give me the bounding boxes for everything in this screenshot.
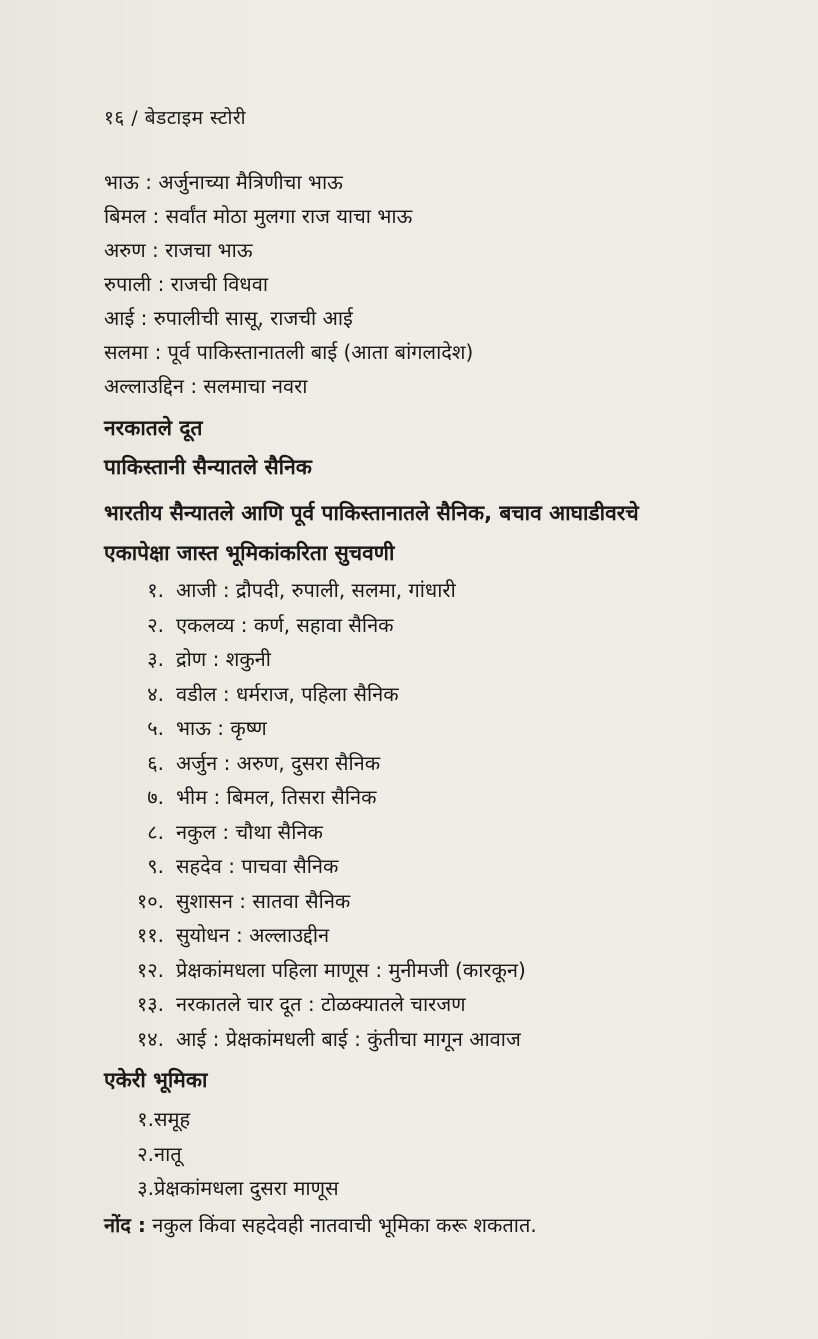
list-item: ५. भाऊ : कृष्ण bbox=[147, 716, 267, 740]
cast-line: अल्लाउद्दिन : सलमाचा नवरा bbox=[104, 374, 308, 398]
list-item: ४. वडील : धर्मराज, पहिला सैनिक bbox=[147, 681, 399, 706]
list-item: १.समूह bbox=[137, 1107, 191, 1131]
list-item: २.नातू bbox=[137, 1141, 182, 1166]
cast-line: अरुण : राजचा भाऊ bbox=[104, 238, 253, 262]
list-item: २. एकलव्य : कर्ण, सहावा सैनिक bbox=[147, 612, 394, 637]
multi-roles-list bbox=[104, 573, 784, 1056]
page-header: १६ / बेडटाइम स्टोरी bbox=[104, 107, 247, 129]
list-item: १४. आई : प्रेक्षकांमधली बाई : कुंतीचा मागून आवाज bbox=[136, 1026, 521, 1051]
cast-line: रुपाली : राजची विधवा bbox=[104, 272, 269, 296]
cast-line: आई : रुपालीची सासू, राजची आई bbox=[104, 306, 353, 330]
group-list bbox=[104, 409, 784, 533]
cast-list bbox=[104, 165, 784, 403]
note-label: नोंद : bbox=[104, 1212, 146, 1237]
group-heading: नरकातले दूत bbox=[104, 416, 203, 440]
cast-line: सलमा : पूर्व पाकिस्तानातली बाई (आता बांगलादेश) bbox=[104, 340, 474, 364]
cast-line: बिमल : सर्वांत मोठा मुलगा राज याचा भाऊ bbox=[104, 204, 413, 228]
group-heading: भारतीय सैन्यातले आणि पूर्व पाकिस्तानातले सैनिक, बचाव आघाडीवरचे bbox=[104, 501, 639, 525]
list-item: १. आजी : द्रौपदी, रुपाली, सलमा, गांधारी bbox=[147, 578, 456, 602]
group-heading: पाकिस्तानी सैन्यातले सैनिक bbox=[104, 455, 312, 479]
list-item: ६. अर्जुन : अरुण, दुसरा सैनिक bbox=[147, 750, 381, 775]
list-item: ११. सुयोधन : अल्लाउद्दीन bbox=[136, 923, 330, 947]
single-roles-heading: एकेरी भूमिका bbox=[104, 1068, 208, 1092]
list-item: ९. सहदेव : पाचवा सैनिक bbox=[147, 854, 339, 878]
page-content bbox=[104, 165, 784, 1242]
list-item: १३. नरकातले चार दूत : टोळक्यातले चारजण bbox=[136, 992, 466, 1016]
multi-roles-heading: एकापेक्षा जास्त भूमिकांकरिता सुचवणी bbox=[104, 541, 395, 565]
list-item: १०. सुशासन : सातवा सैनिक bbox=[136, 888, 351, 913]
list-item: ३.प्रेक्षकांमधला दुसरा माणूस bbox=[137, 1176, 339, 1200]
single-roles-list bbox=[104, 1102, 784, 1206]
note-text: नकुल किंवा सहदेवही नातवाची भूमिका करू शकतात. bbox=[152, 1212, 537, 1237]
list-item: १२. प्रेक्षकांमधला पहिला माणूस : मुनीमजी (कारकून) bbox=[136, 957, 526, 982]
list-item: ८. नकुल : चौथा सैनिक bbox=[147, 819, 323, 844]
note bbox=[104, 1208, 784, 1242]
list-item: ३. द्रोण : शकुनी bbox=[147, 647, 271, 671]
list-item: ७. भीम : बिमल, तिसरा सैनिक bbox=[147, 785, 377, 809]
cast-line: भाऊ : अर्जुनाच्या मैत्रिणीचा भाऊ bbox=[104, 170, 343, 194]
